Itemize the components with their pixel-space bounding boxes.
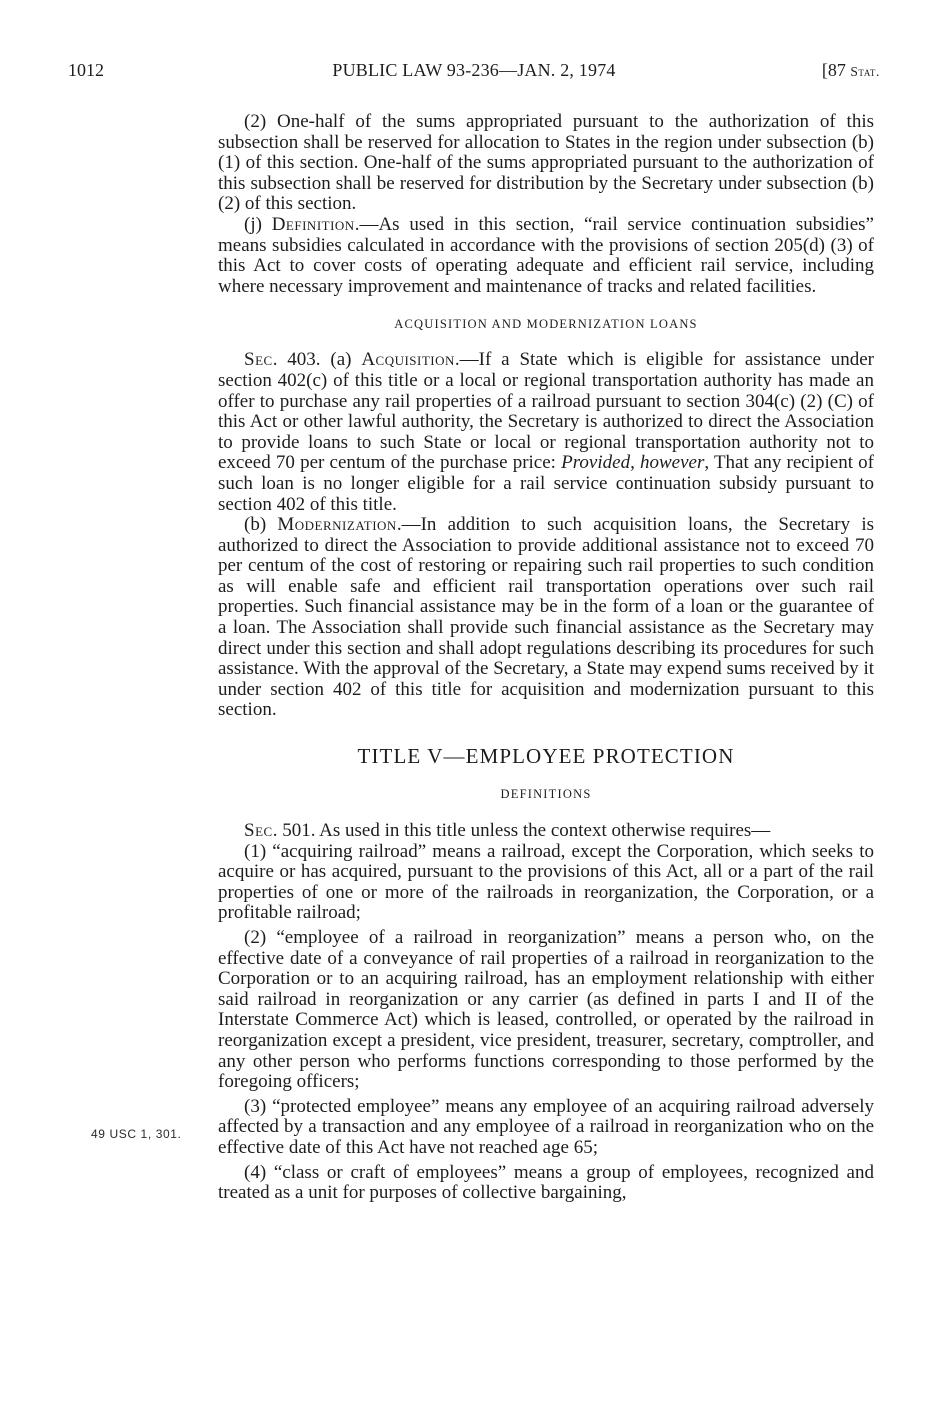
paragraph-403a-text: .—If a State which is eligible for assistance under section 402(c) of this title or a local or regional transportation authority has made an offer to purchase any rail properties of a railroad pursuant to section 304(c) (2) (C) of this Act or other lawful authority, the Secretary is authorized to direct the Association to provide loans to such State or local or regional transportation authority not to exceed 70 per centum of the purchase price: xyxy=(218,349,874,474)
paragraph-i2: (2) One-half of the sums appropriated pursuant to the authorization of this subsection shall be reserved for allocation to States in the region under subsection (b) (1) of this section. One-half of the sums appropriated pursuant to the authorization of this subsection shall be reserved for distribution by the Secretary under subsection (b) (2) of this section. xyxy=(218,111,874,215)
sec-label: Sec xyxy=(244,349,273,371)
definitions-heading: DEFINITIONS xyxy=(500,787,592,802)
paragraph-403b-heading: Modernization xyxy=(277,514,397,536)
paragraph-403b-text: .—In addition to such acquisition loans, the Secretary is authorized to direct the Association to provide additional assistance not to exceed 70 per centum of the cost of restoring or repairing such rail properties to such condition as will enable safe and efficient rail transportation operations over such rail properties. Such financial assistance may be in the form of a loan or the guarantee of a loan. The Association shall provide such financial assistance as the Secretary may direct under this section and shall adopt regulations describing its procedures for such assistance. With the approval of the Secretary, a State may expend sums received by it under section 402 of this title for acquisition and modernization pursuant to this section. xyxy=(218,514,874,721)
law-title: PUBLIC LAW 93-236—JAN. 2, 1974 xyxy=(332,60,616,80)
definition-3: (3) “protected employee” means any employee of an acquiring railroad adversely affected by a transaction and any employee of a railroad in reorganization who on the effective date of this Act have not reached age 65; xyxy=(218,1095,874,1158)
paragraph-403b xyxy=(218,515,874,721)
section-heading-acquisition: ACQUISITION AND MODERNIZATION LOANS xyxy=(394,317,698,332)
paragraph-j-heading: Definition xyxy=(271,213,355,235)
statute-reference xyxy=(822,60,880,81)
paragraph-403a-tail: , That any recipient of such loan is no longer eligible for a rail service continuation subsidy pursuant to section 402 of this title. xyxy=(218,452,874,515)
sec-label: Sec xyxy=(244,820,273,842)
sec-403-number: . 403. (a) xyxy=(272,349,362,371)
statute-volume: [87 xyxy=(821,60,846,80)
paragraph-j-text: .—As used in this section, “rail service continuation subsidies” means subsidies calculated in accordance with the provisions of section 205(d) (3) of this Act to cover costs of operating adequate and efficient rail service, including where necessary improvement and maintenance of tracks and related facilities. xyxy=(218,213,874,297)
paragraph-403a xyxy=(218,350,874,515)
paragraph-403b-label: (b) xyxy=(244,514,278,536)
page-number: 1012 xyxy=(68,60,104,80)
margin-citation: 49 USC 1, 301. xyxy=(91,1127,182,1141)
statute-word: Stat. xyxy=(850,64,880,79)
paragraph-403a-heading: Acquisition xyxy=(361,349,455,371)
paragraph-501-intro xyxy=(218,821,874,842)
title-heading: TITLE V—EMPLOYEE PROTECTION xyxy=(357,744,735,769)
definition-2: (2) “employee of a railroad in reorganization” means a person who, on the effective date of a conveyance of rail properties of a railroad in reorganization to the Corporation or to an acquiring railroad, has an employment relationship with either said railroad in reorganization or any carrier (as defined in parts I and II of the Interstate Commerce Act) which is leased, controlled, or operated by the railroad in reorganization except a president, vice president, treasurer, secretary, comptroller, and any other person who performs functions corresponding to those performed by the foregoing officers; xyxy=(218,927,874,1093)
paragraph-j xyxy=(218,215,874,297)
definition-4: (4) “class or craft of employees” means a group of employees, recognized and treated as a unit for purposes of collective bargaining, xyxy=(218,1161,874,1204)
definition-1: (1) “acquiring railroad” means a railroad, except the Corporation, which seeks to acquire or has acquired, pursuant to the provisions of this Act, all or a part of the rail properties of one or more of the railroads in reorganization, the Corporation, or a profitable railroad; xyxy=(218,840,874,924)
proviso-text: Provided, however xyxy=(561,452,705,474)
document-body xyxy=(218,112,874,1204)
running-head xyxy=(68,60,880,84)
sec-501-intro-text: . 501. As used in this title unless the context otherwise requires— xyxy=(272,820,771,842)
paragraph-j-label: (j) xyxy=(244,213,272,235)
